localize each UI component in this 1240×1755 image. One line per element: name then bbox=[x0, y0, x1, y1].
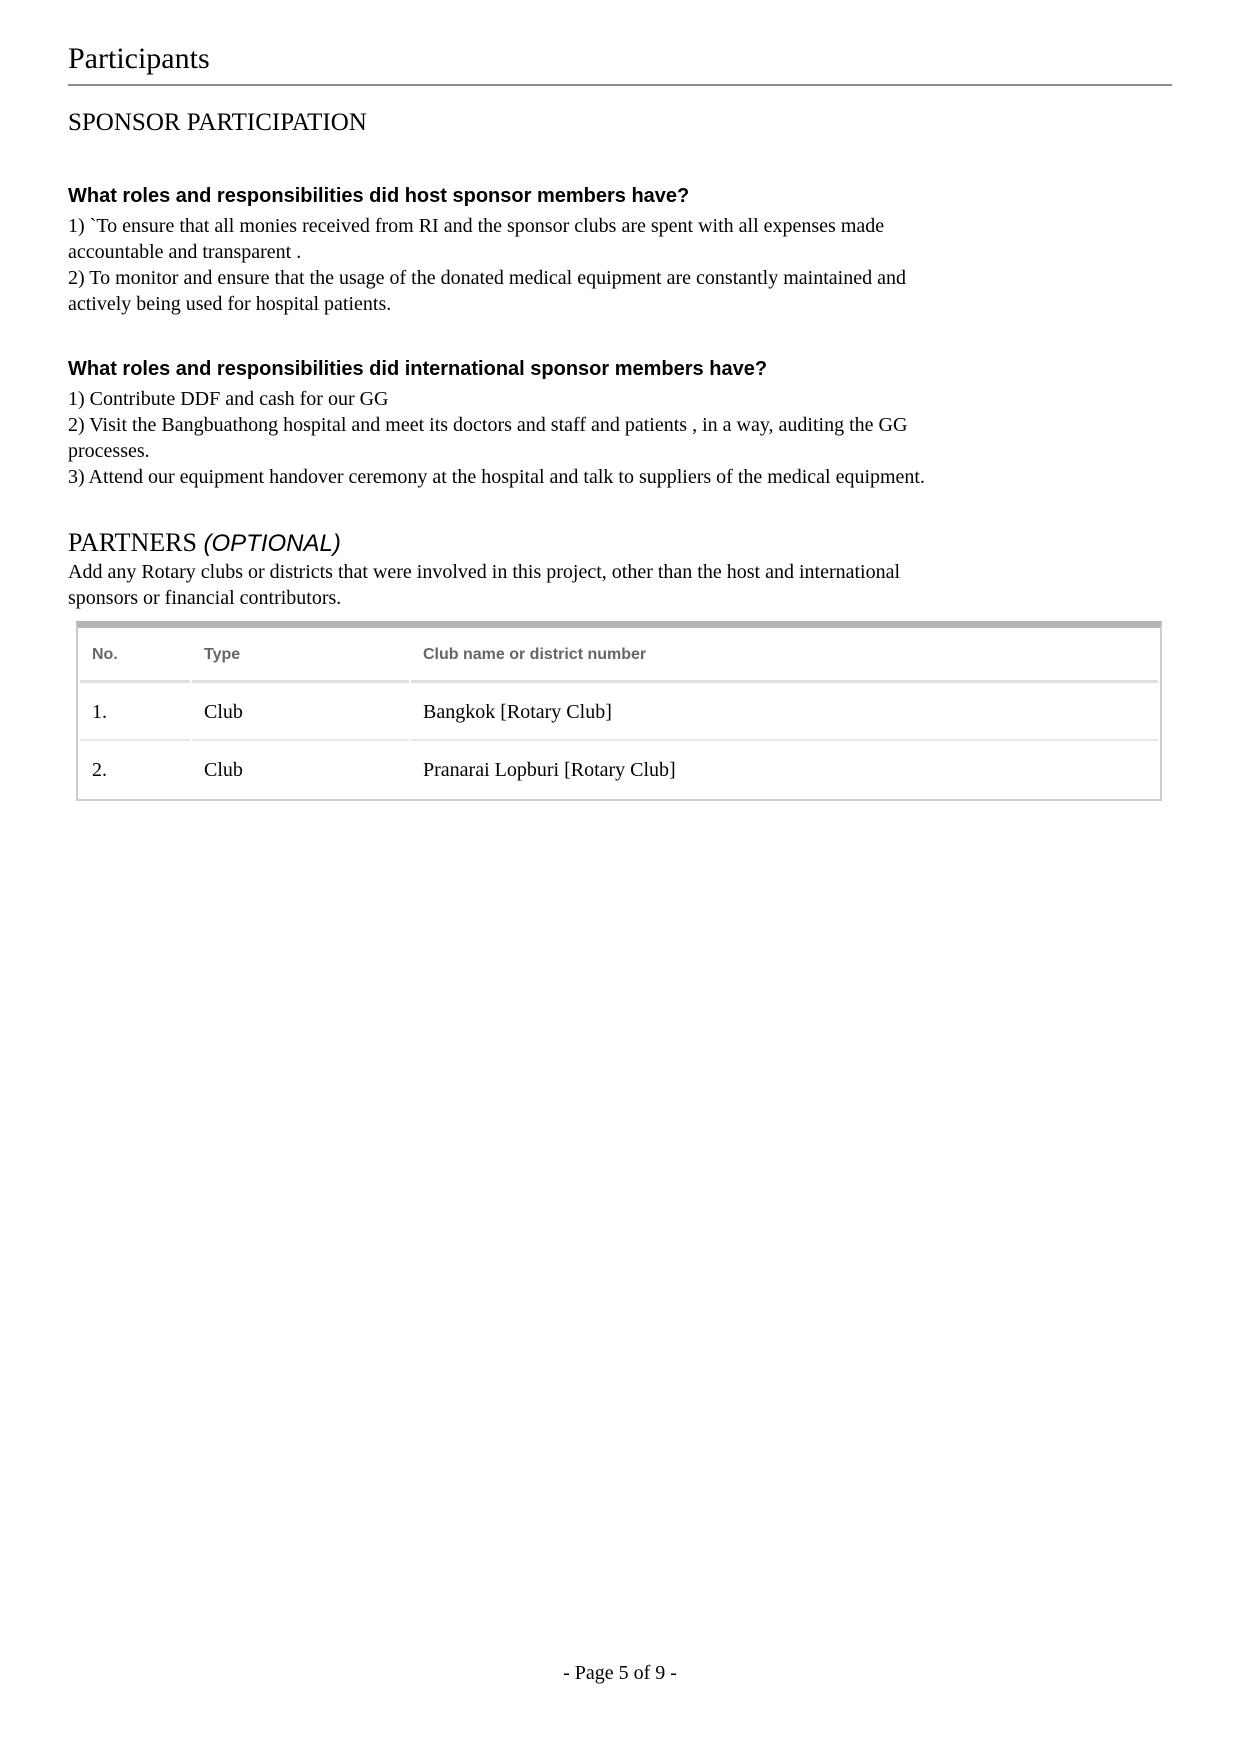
table-header-club-name: Club name or district number bbox=[411, 630, 1158, 683]
cell-no: 1. bbox=[80, 685, 190, 741]
page-title: Participants bbox=[68, 0, 1172, 86]
host-answer-line: 1) `To ensure that all monies received from RI and the sponsor clubs are spent with all expenses made bbox=[68, 215, 885, 237]
intl-answer-line: 2) Visit the Bangbuathong hospital and meet its doctors and staff and patients , in a way, auditing the GG bbox=[68, 414, 908, 436]
intl-answer-line: 1) Contribute DDF and cash for our GG bbox=[68, 388, 389, 410]
section-heading-partners bbox=[68, 528, 1172, 559]
document-page bbox=[0, 0, 1240, 801]
partners-description-line: Add any Rotary clubs or districts that were involved in this project, other than the host and international bbox=[68, 561, 901, 583]
table-header-no: No. bbox=[80, 630, 190, 683]
table-header-type: Type bbox=[192, 630, 409, 683]
section-heading-sponsor-participation: SPONSOR PARTICIPATION bbox=[68, 109, 367, 136]
cell-club-name: Pranarai Lopburi [Rotary Club] bbox=[423, 758, 676, 781]
intl-answer-line: processes. bbox=[68, 440, 150, 462]
host-answer-line: accountable and transparent . bbox=[68, 241, 302, 263]
partners-description-line: sponsors or financial contributors. bbox=[68, 587, 342, 609]
partners-table bbox=[76, 621, 1162, 801]
table-row bbox=[80, 743, 1158, 797]
page-footer: - Page 5 of 9 - bbox=[563, 1662, 677, 1684]
host-sponsor-answer bbox=[68, 213, 1172, 317]
question-host-sponsor: What roles and responsibilities did host sponsor members have? bbox=[68, 185, 690, 207]
partners-description bbox=[68, 559, 1172, 611]
host-answer-line: actively being used for hospital patients. bbox=[68, 293, 392, 315]
table-row bbox=[80, 685, 1158, 741]
host-answer-line: 2) To monitor and ensure that the usage of the donated medical equipment are constantly maintained and bbox=[68, 267, 906, 289]
cell-type: Club bbox=[192, 685, 409, 741]
cell-no: 2. bbox=[92, 758, 107, 781]
cell-type: Club bbox=[204, 758, 243, 781]
table-header-row bbox=[80, 630, 1158, 683]
intl-answer-line: 3) Attend our equipment handover ceremony at the hospital and talk to suppliers of the medical equipment. bbox=[68, 466, 925, 488]
question-international-sponsor: What roles and responsibilities did international sponsor members have? bbox=[68, 358, 768, 380]
international-sponsor-answer bbox=[68, 386, 1172, 490]
partners-heading-note: (OPTIONAL) bbox=[203, 530, 341, 557]
partners-heading-text: PARTNERS bbox=[68, 528, 197, 557]
cell-club-name: Bangkok [Rotary Club] bbox=[411, 685, 1158, 741]
